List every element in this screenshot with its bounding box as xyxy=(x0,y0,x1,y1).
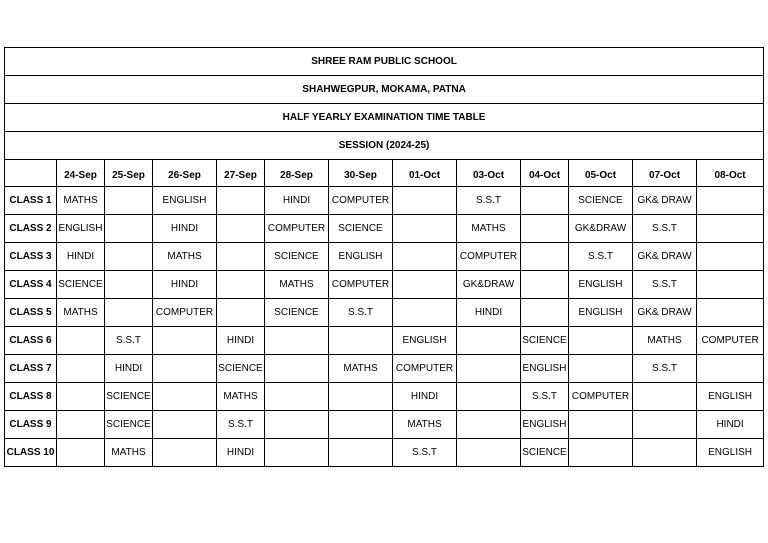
subject-cell: ENGLISH xyxy=(697,439,764,467)
school-name: SHREE RAM PUBLIC SCHOOL xyxy=(5,48,764,76)
subject-cell: HINDI xyxy=(153,271,217,299)
subject-cell xyxy=(521,299,569,327)
subject-cell xyxy=(265,383,329,411)
subject-cell: S.S.T xyxy=(633,271,697,299)
subject-cell: COMPUTER xyxy=(329,271,393,299)
subject-cell xyxy=(217,243,265,271)
subject-cell: S.S.T xyxy=(329,299,393,327)
subject-cell: HINDI xyxy=(457,299,521,327)
subject-cell xyxy=(217,271,265,299)
subject-cell xyxy=(393,299,457,327)
table-row xyxy=(5,439,764,467)
subject-cell: MATHS xyxy=(105,439,153,467)
subject-cell: COMPUTER xyxy=(265,215,329,243)
subject-cell xyxy=(265,411,329,439)
subject-cell xyxy=(265,439,329,467)
subject-cell xyxy=(153,327,217,355)
table-row xyxy=(5,327,764,355)
subject-cell: MATHS xyxy=(153,243,217,271)
subject-cell xyxy=(57,327,105,355)
subject-cell: HINDI xyxy=(393,383,457,411)
subject-cell xyxy=(569,327,633,355)
class-label: CLASS 9 xyxy=(5,411,57,439)
subject-cell: S.S.T xyxy=(393,439,457,467)
subject-cell: HINDI xyxy=(217,327,265,355)
subject-cell xyxy=(393,187,457,215)
subject-cell xyxy=(697,215,764,243)
class-label: CLASS 8 xyxy=(5,383,57,411)
date-header-cell: 25-Sep xyxy=(105,160,153,187)
subject-cell: MATHS xyxy=(265,271,329,299)
subject-cell xyxy=(457,439,521,467)
subject-cell: S.S.T xyxy=(521,383,569,411)
date-header-cell: 07-Oct xyxy=(633,160,697,187)
table-row xyxy=(5,243,764,271)
subject-cell: SCIENCE xyxy=(521,439,569,467)
table-row xyxy=(5,299,764,327)
subject-cell xyxy=(521,215,569,243)
subject-cell xyxy=(329,383,393,411)
subject-cell: COMPUTER xyxy=(697,327,764,355)
class-label: CLASS 5 xyxy=(5,299,57,327)
subject-cell: MATHS xyxy=(57,187,105,215)
subject-cell: COMPUTER xyxy=(569,383,633,411)
subject-cell: SCIENCE xyxy=(105,411,153,439)
subject-cell xyxy=(57,355,105,383)
date-header-cell: 08-Oct xyxy=(697,160,764,187)
subject-cell: MATHS xyxy=(217,383,265,411)
subject-cell xyxy=(457,355,521,383)
subject-cell: ENGLISH xyxy=(697,383,764,411)
subject-cell xyxy=(393,243,457,271)
subject-cell: SCIENCE xyxy=(265,299,329,327)
subject-cell: SCIENCE xyxy=(521,327,569,355)
date-header-cell: 30-Sep xyxy=(329,160,393,187)
subject-cell xyxy=(697,355,764,383)
subject-cell: S.S.T xyxy=(217,411,265,439)
subject-cell xyxy=(153,411,217,439)
subject-cell: ENGLISH xyxy=(329,243,393,271)
subject-cell xyxy=(153,383,217,411)
subject-cell: S.S.T xyxy=(633,215,697,243)
subject-cell: ENGLISH xyxy=(153,187,217,215)
subject-cell xyxy=(153,439,217,467)
session-label: SESSION (2024-25) xyxy=(5,132,764,160)
subject-cell xyxy=(105,299,153,327)
subject-cell xyxy=(57,383,105,411)
subject-cell: SCIENCE xyxy=(105,383,153,411)
date-header-cell: 28-Sep xyxy=(265,160,329,187)
subject-cell xyxy=(569,439,633,467)
subject-cell xyxy=(697,243,764,271)
subject-cell: COMPUTER xyxy=(457,243,521,271)
subject-cell: ENGLISH xyxy=(521,355,569,383)
subject-cell: COMPUTER xyxy=(153,299,217,327)
subject-cell: S.S.T xyxy=(633,355,697,383)
subject-cell xyxy=(217,187,265,215)
date-header-cell: 24-Sep xyxy=(57,160,105,187)
subject-cell: ENGLISH xyxy=(393,327,457,355)
subject-cell: HINDI xyxy=(57,243,105,271)
subject-cell: GK& DRAW xyxy=(633,187,697,215)
class-label: CLASS 3 xyxy=(5,243,57,271)
subject-cell xyxy=(457,327,521,355)
subject-cell: S.S.T xyxy=(457,187,521,215)
subject-cell xyxy=(329,411,393,439)
subject-cell: S.S.T xyxy=(105,327,153,355)
subject-cell: COMPUTER xyxy=(393,355,457,383)
subject-cell: ENGLISH xyxy=(57,215,105,243)
corner-cell xyxy=(5,160,57,187)
subject-cell xyxy=(697,271,764,299)
class-label: CLASS 10 xyxy=(5,439,57,467)
subject-cell: SCIENCE xyxy=(57,271,105,299)
subject-cell xyxy=(217,215,265,243)
date-header-row xyxy=(5,160,764,187)
subject-cell: GK&DRAW xyxy=(457,271,521,299)
subject-cell xyxy=(57,439,105,467)
subject-cell: HINDI xyxy=(153,215,217,243)
subject-cell xyxy=(265,355,329,383)
table-row xyxy=(5,383,764,411)
subject-cell xyxy=(521,243,569,271)
subject-cell: SCIENCE xyxy=(569,187,633,215)
class-label: CLASS 7 xyxy=(5,355,57,383)
subject-cell xyxy=(105,215,153,243)
subject-cell xyxy=(633,439,697,467)
subject-cell: COMPUTER xyxy=(329,187,393,215)
subject-cell: MATHS xyxy=(633,327,697,355)
subject-cell xyxy=(521,271,569,299)
subject-cell xyxy=(105,271,153,299)
subject-cell xyxy=(153,355,217,383)
date-header-cell: 04-Oct xyxy=(521,160,569,187)
subject-cell: SCIENCE xyxy=(265,243,329,271)
subject-cell xyxy=(329,327,393,355)
exam-timetable xyxy=(4,47,764,467)
subject-cell: MATHS xyxy=(457,215,521,243)
table-row xyxy=(5,215,764,243)
subject-cell xyxy=(457,383,521,411)
subject-cell xyxy=(393,215,457,243)
subject-cell xyxy=(105,187,153,215)
subject-cell xyxy=(393,271,457,299)
subject-cell xyxy=(569,411,633,439)
subject-cell: GK& DRAW xyxy=(633,299,697,327)
subject-cell xyxy=(105,243,153,271)
subject-cell: SCIENCE xyxy=(329,215,393,243)
date-header-cell: 26-Sep xyxy=(153,160,217,187)
subject-cell: SCIENCE xyxy=(217,355,265,383)
class-label: CLASS 1 xyxy=(5,187,57,215)
table-row xyxy=(5,187,764,215)
subject-cell: HINDI xyxy=(217,439,265,467)
table-row xyxy=(5,355,764,383)
school-address: SHAHWEGPUR, MOKAMA, PATNA xyxy=(5,76,764,104)
class-label: CLASS 6 xyxy=(5,327,57,355)
subject-cell xyxy=(329,439,393,467)
class-label: CLASS 2 xyxy=(5,215,57,243)
subject-cell: HINDI xyxy=(265,187,329,215)
subject-cell xyxy=(569,355,633,383)
subject-cell: MATHS xyxy=(393,411,457,439)
date-header-cell: 05-Oct xyxy=(569,160,633,187)
subject-cell: GK&DRAW xyxy=(569,215,633,243)
subject-cell xyxy=(697,299,764,327)
table-row xyxy=(5,411,764,439)
subject-cell xyxy=(217,299,265,327)
subject-cell xyxy=(457,411,521,439)
subject-cell xyxy=(633,383,697,411)
subject-cell xyxy=(697,187,764,215)
date-header-cell: 27-Sep xyxy=(217,160,265,187)
timetable-title: HALF YEARLY EXAMINATION TIME TABLE xyxy=(5,104,764,132)
date-header-cell: 03-Oct xyxy=(457,160,521,187)
subject-cell: HINDI xyxy=(105,355,153,383)
subject-cell xyxy=(633,411,697,439)
subject-cell: S.S.T xyxy=(569,243,633,271)
subject-cell: GK& DRAW xyxy=(633,243,697,271)
subject-cell: MATHS xyxy=(57,299,105,327)
subject-cell xyxy=(521,187,569,215)
date-header-cell: 01-Oct xyxy=(393,160,457,187)
subject-cell xyxy=(265,327,329,355)
class-label: CLASS 4 xyxy=(5,271,57,299)
subject-cell xyxy=(57,411,105,439)
subject-cell: ENGLISH xyxy=(569,299,633,327)
table-row xyxy=(5,271,764,299)
subject-cell: ENGLISH xyxy=(521,411,569,439)
subject-cell: ENGLISH xyxy=(569,271,633,299)
subject-cell: HINDI xyxy=(697,411,764,439)
subject-cell: MATHS xyxy=(329,355,393,383)
